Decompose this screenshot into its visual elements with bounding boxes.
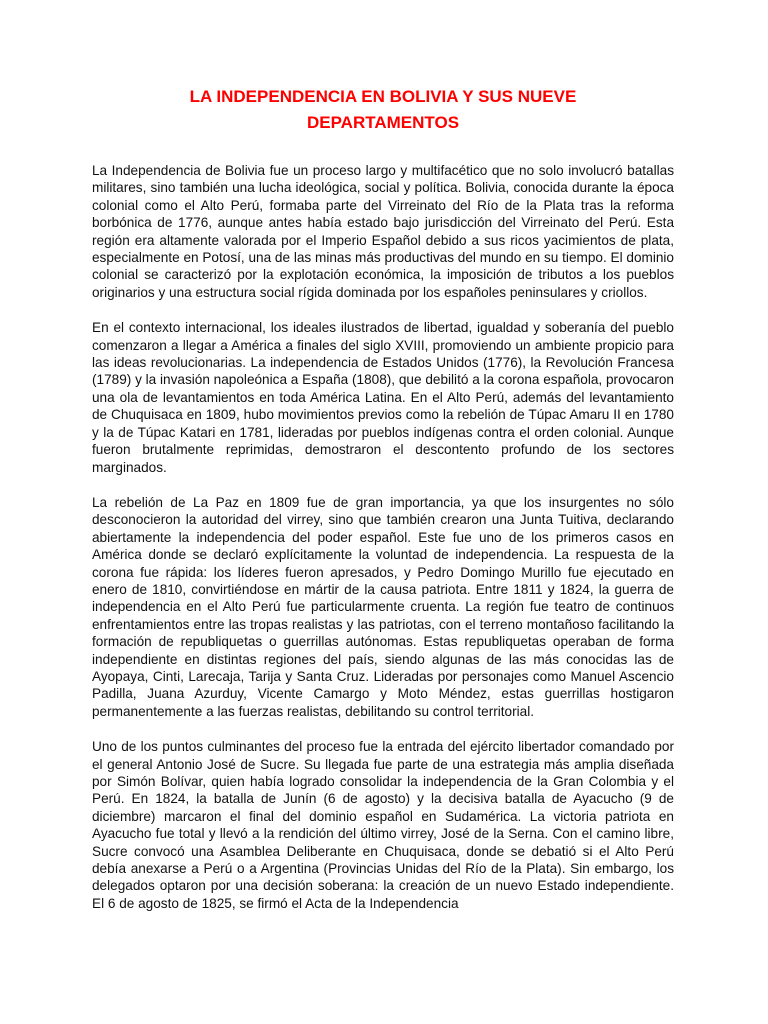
paragraph-2: En el contexto internacional, los ideales ilustrados de libertad, igualdad y soberanía del pueblo comenzaron a llegar a América a finales del siglo XVIII, promoviendo un ambiente propicio para las ideas revolucionarias. La independencia de Estados Unidos (1776), la Revolución Francesa (1789) y la invasión napoleónica a España (1808), que debilitó a la corona española, provocaron una ola de levantamientos en toda América Latina. En el Alto Perú, además del levantamiento de Chuquisaca en 1809, hubo movimientos previos como la rebelión de Túpac Amaru II en 1780 y la de Túpac Katari en 1781, lideradas por pueblos indígenas contra el orden colonial. Aunque fueron brutalmente reprimidas, demostraron el descontento profundo de los sectores marginados.: [92, 320, 674, 475]
paragraph-1: La Independencia de Bolivia fue un proceso largo y multifacético que no solo involucró batallas militares, sino también una lucha ideológica, social y política. Bolivia, conocida durante la época colonial como el Alto Perú, formaba parte del Virreinato del Río de la Plata tras la reforma borbónica de 1776, aunque antes había estado bajo jurisdicción del Virreinato del Perú. Esta región era altamente valorada por el Imperio Español debido a sus ricos yacimientos de plata, especialmente en Potosí, una de las minas más productivas del mundo en su tiempo. El dominio colonial se caracterizó por la explotación económica, la imposición de tributos a los pueblos originarios y una estructura social rígida dominada por los españoles peninsulares y criollos.: [92, 163, 674, 300]
document-page: [92, 84, 674, 930]
paragraph-3: La rebelión de La Paz en 1809 fue de gran importancia, ya que los insurgentes no sólo desconocieron la autoridad del virrey, sino que también crearon una Junta Tuitiva, declarando abiertamente la independencia del poder español. Este fue uno de los primeros casos en América donde se declaró explícitamente la voluntad de independencia. La respuesta de la corona fue rápida: los líderes fueron apresados, y Pedro Domingo Murillo fue ejecutado en enero de 1810, convirtiéndose en mártir de la causa patriota. Entre 1811 y 1824, la guerra de independencia en el Alto Perú fue particularmente cruenta. La región fue teatro de continuos enfrentamientos entre las tropas realistas y las patriotas, con el terreno montañoso facilitando la formación de republiquetas o guerrillas autónomas. Estas republiquetas operaban de forma independiente en distintas regiones del país, siendo algunas de las más conocidas las de Ayopaya, Cinti, Larecaja, Tarija y Santa Cruz. Lideradas por personajes como Manuel Ascencio Padilla, Juana Azurduy, Vicente Camargo y Moto Méndez, estas guerrillas hostigaron permanentemente a las fuerzas realistas, debilitando su control territorial.: [92, 494, 674, 719]
document-title: LA INDEPENDENCIA EN BOLIVIA Y SUS NUEVE DEPARTAMENTOS: [189, 87, 577, 132]
paragraph-4: Uno de los puntos culminantes del proceso fue la entrada del ejército libertador comandado por el general Antonio José de Sucre. Su llegada fue parte de una estrategia más amplia diseñada por Simón Bolívar, quien había logrado consolidar la independencia de la Gran Colombia y el Perú. En 1824, la batalla de Junín (6 de agosto) y la decisiva batalla de Ayacucho (9 de diciembre) marcaron el final del dominio español en Sudamérica. La victoria patriota en Ayacucho fue total y llevó a la rendición del último virrey, José de la Serna. Con el camino libre, Sucre convocó una Asamblea Deliberante en Chuquisaca, donde se debatió si el Alto Perú debía anexarse a Perú o a Argentina (Provincias Unidas del Río de la Plata). Sin embargo, los delegados optaron por una decisión soberana: la creación de un nuevo Estado independiente. El 6 de agosto de 1825, se firmó el Acta de la Independencia: [92, 739, 674, 911]
